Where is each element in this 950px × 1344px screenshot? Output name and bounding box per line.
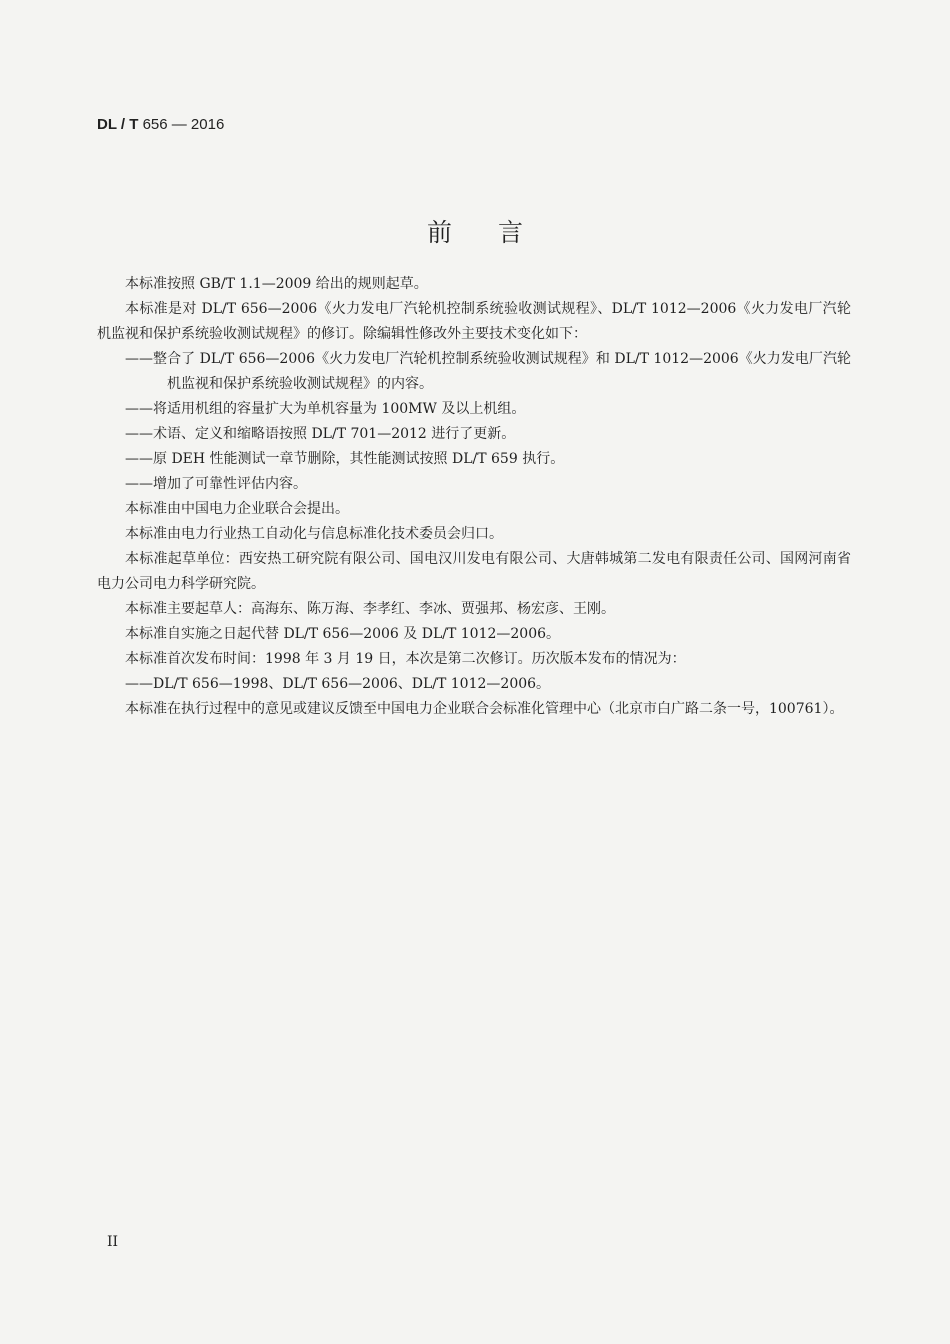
list-item-change-2: ——将适用机组的容量扩大为单机容量为 100MW 及以上机组。 [125, 401, 526, 417]
standard-code: DL / T [97, 116, 139, 133]
list-item-history: ——DL/T 656—1998、DL/T 656—2006、DL/T 1012—2006。 [125, 676, 551, 692]
paragraph-replaces: 本标准自实施之日起代替 DL/T 656—2006 及 DL/T 1012—2006。 [125, 626, 561, 642]
paragraph-drafting-units: 本标准起草单位：西安热工研究院有限公司、国电汉川发电有限公司、大唐韩城第二发电有限责任公司、国网河南省电力公司电力科学研究院。 [97, 551, 851, 592]
list-item-change-3: ——术语、定义和缩略语按照 DL/T 701—2012 进行了更新。 [125, 426, 516, 442]
standard-number: 656 — 2016 [142, 116, 225, 133]
paragraph-revision: 本标准是对 DL/T 656—2006《火力发电厂汽轮机控制系统验收测试规程》、DL/T 1012—2006《火力发电厂汽轮机监视和保护系统验收测试规程》的修订。除编辑性修改外主要技术变化如下： [97, 301, 851, 342]
page-title: 前言 [426, 217, 569, 247]
paragraph-drafting-rules: 本标准按照 GB/T 1.1—2009 给出的规则起草。 [125, 276, 428, 292]
paragraph-feedback: 本标准在执行过程中的意见或建议反馈至中国电力企业联合会标准化管理中心（北京市白广路二条一号，100761）。 [125, 701, 844, 717]
list-item-change-1: ——整合了 DL/T 656—2006《火力发电厂汽轮机控制系统验收测试规程》和 DL/T 1012—2006《火力发电厂汽轮机监视和保护系统验收测试规程》的内容。 [125, 351, 851, 392]
paragraph-committee: 本标准由电力行业热工自动化与信息标准化技术委员会归口。 [125, 526, 503, 542]
list-item-change-5: ——增加了可靠性评估内容。 [125, 476, 307, 492]
paragraph-first-release: 本标准首次发布时间：1998 年 3 月 19 日，本次是第二次修订。历次版本发布的情况为： [125, 651, 686, 667]
paragraph-drafters: 本标准主要起草人：高海东、陈万海、李孝红、李冰、贾强邦、杨宏彦、王刚。 [125, 601, 615, 617]
list-item-change-4: ——原 DEH 性能测试一章节删除，其性能测试按照 DL/T 659 执行。 [125, 451, 565, 467]
foreword-body [97, 272, 851, 722]
standard-code-header [97, 116, 224, 133]
paragraph-proposer: 本标准由中国电力企业联合会提出。 [125, 501, 349, 517]
page-number: II [107, 1234, 119, 1250]
